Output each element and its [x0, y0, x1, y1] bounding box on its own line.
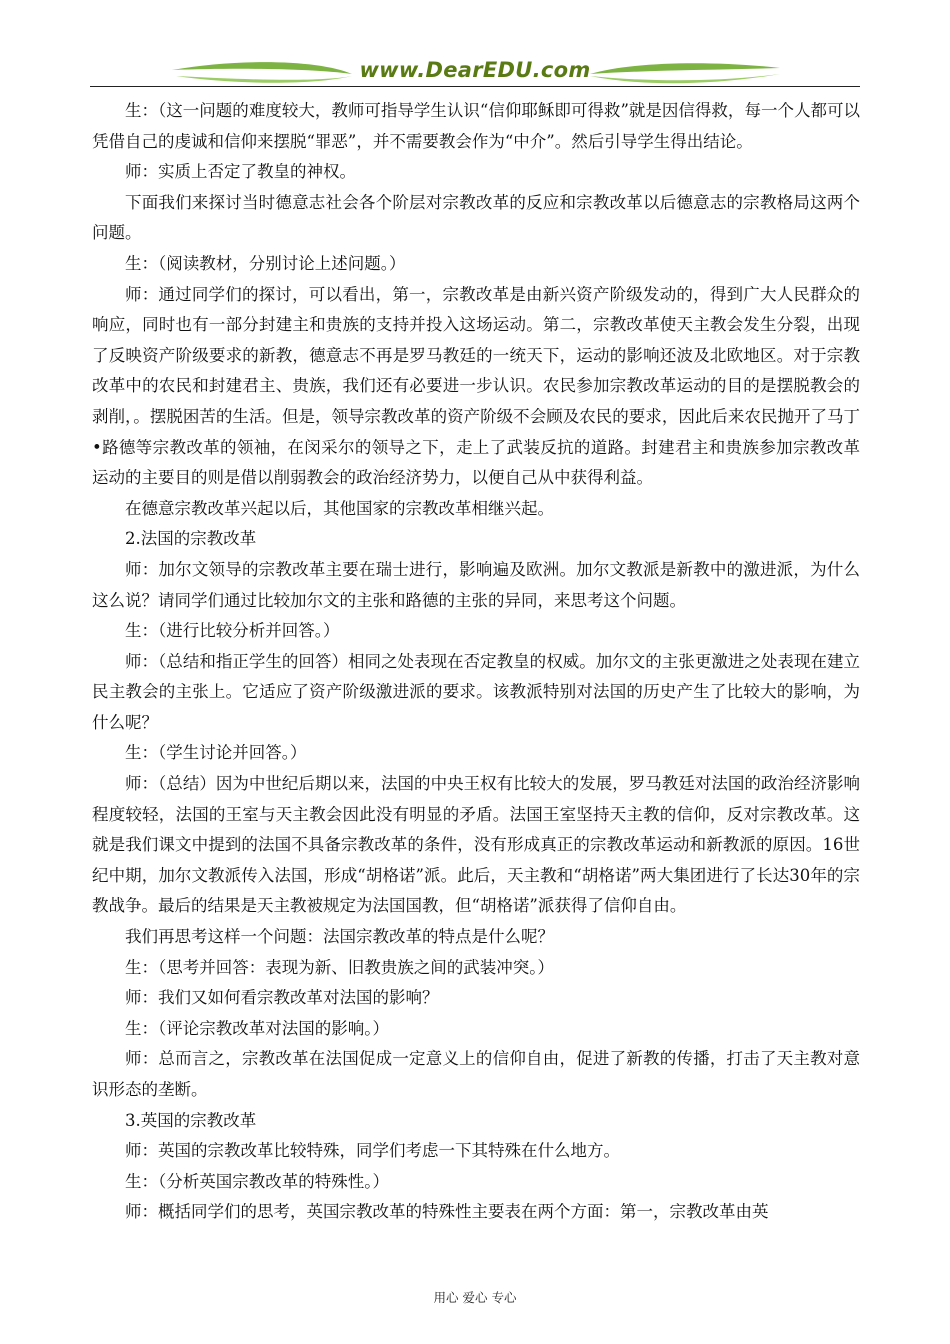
- paragraph: 师：概括同学们的思考，英国宗教改革的特殊性主要表在两个方面：第一，宗教改革由英: [125, 1202, 769, 1222]
- section-heading: 3.英国的宗教改革: [125, 1110, 257, 1130]
- paragraph: 生：（思考并回答：表现为新、旧教贵族之间的武装冲突。）: [125, 957, 554, 977]
- paragraph: 生：（阅读教材，分别讨论上述问题。）: [125, 253, 406, 273]
- paragraph: 生：（分析英国宗教改革的特殊性。）: [125, 1171, 389, 1191]
- page-footer: 用心 爱心 专心: [433, 1290, 517, 1305]
- paragraph: 师：加尔文领导的宗教改革主要在瑞士进行，影响遍及欧洲。加尔文教派是新教中的激进派，为什么这么说？请同学们通过比较加尔文的主张和路德的主张的异同，来思考这个问题。: [92, 559, 860, 610]
- paragraph: 师：（总结）因为中世纪后期以来，法国的中央王权有比较大的发展，罗马教廷对法国的政治经济影响程度较轻，法国的王室与天主教会因此没有明显的矛盾。法国王室坚持天主教的信仰，反对宗教改革。这就是我们课文中提到的法国不具备宗教改革的条件，没有形成真正的宗教改革运动和新教派的原因。16世纪中期，加尔文教派传入法国，形成“胡格诺”派。此后，天主教和“胡格诺”两大集团进行了长达30年的宗教战争。最后的结果是天主教被规定为法国国教，但“胡格诺”派获得了信仰自由。: [92, 774, 860, 916]
- paragraph: 生：（进行比较分析并回答。）: [125, 621, 340, 641]
- paragraph: 师：通过同学们的探讨，可以看出，第一，宗教改革是由新兴资产阶级发动的，得到广大人民群众的响应，同时也有一部分封建主和贵族的支持并投入这场运动。第二，宗教改革使天主教会发生分裂，出现了反映资产阶级要求的新教，德意志不再是罗马教廷的一统天下，运动的影响还波及北欧地区。对于宗教改革中的农民和封建君主、贵族，我们还有必要进一步认识。农民参加宗教改革运动的目的是摆脱教会的剥削，。摆脱困苦的生活。但是，领导宗教改革的资产阶级不会顾及农民的要求，因此后来农民抛开了马丁•路德等宗教改革的领袖，在闵采尔的领导之下，走上了武装反抗的道路。封建君主和贵族参加宗教改革运动的主要目的则是借以削弱教会的政治经济势力，以便自己从中获得利益。: [92, 284, 860, 488]
- site-logo-text[interactable]: www.DearEDU.com: [359, 58, 591, 82]
- paragraph: 生：（学生讨论并回答。）: [125, 743, 307, 763]
- paragraph: 生：（评论宗教改革对法国的影响。）: [125, 1018, 389, 1038]
- header-rule: [90, 86, 860, 87]
- paragraph: 师：实质上否定了教皇的神权。: [125, 162, 356, 182]
- paragraph: 在德意宗教改革兴起以后，其他国家的宗教改革相继兴起。: [125, 498, 554, 518]
- paragraph: 下面我们来探讨当时德意志社会各个阶层对宗教改革的反应和宗教改革以后德意志的宗教格局这两个问题。: [92, 192, 860, 243]
- document-body: [92, 96, 860, 1228]
- paragraph: 师：（总结和指正学生的回答）相同之处表现在否定教皇的权威。加尔文的主张更激进之处表现在建立民主教会的主张上。它适应了资产阶级激进派的要求。该教派特别对法国的历史产生了比较大的影响，为什么呢？: [92, 651, 860, 732]
- paragraph: 师：我们又如何看宗教改革对法国的影响？: [125, 988, 439, 1008]
- paragraph: 生：（这一问题的难度较大，教师可指导学生认识“信仰耶稣即可得救”就是因信得救，每一个人都可以凭借自己的虔诚和信仰来摆脱“罪恶”，并不需要教会作为“中介”。然后引导学生得出结论。: [92, 101, 860, 151]
- site-header: [90, 56, 860, 90]
- section-heading: 2.法国的宗教改革: [125, 529, 257, 549]
- paragraph: 师：总而言之，宗教改革在法国促成一定意义上的信仰自由，促进了新教的传播，打击了天主教对意识形态的垄断。: [92, 1049, 860, 1099]
- paragraph: 师：英国的宗教改革比较特殊，同学们考虑一下其特殊在什么地方。: [125, 1141, 620, 1161]
- paragraph: 我们再思考这样一个问题：法国宗教改革的特点是什么呢？: [125, 927, 554, 947]
